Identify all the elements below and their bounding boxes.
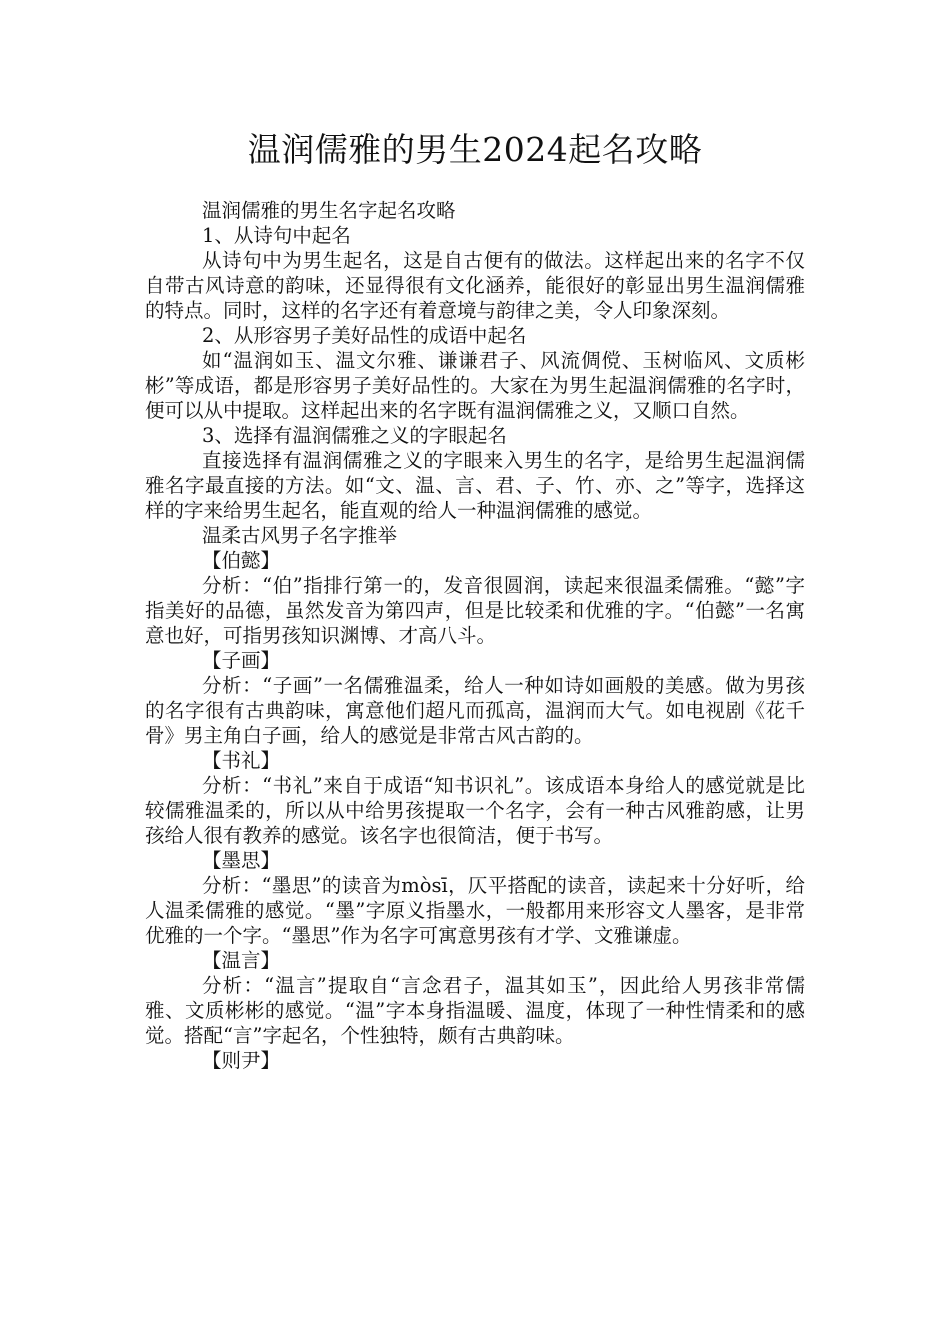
name-analysis-wenyan: 分析：“温言”提取自“言念君子，温其如玉”，因此给人男孩非常儒雅、文质彬彬的感觉。“温”字本身指温暖、温度，体现了一种性情柔和的感觉。搭配“言”字起名，个性独特，颇有古典韵味。	[145, 974, 805, 1047]
paragraph-characters: 直接选择有温润儒雅之义的字眼来入男生的名字，是给男生起温润儒雅名字最直接的方法。如“文、温、言、君、子、竹、亦、之”等字，选择这样的字来给男生起名，能直观的给人一种温润儒雅的感觉。	[145, 449, 805, 522]
section-heading-intro: 温润儒雅的男生名字起名攻略	[202, 199, 456, 222]
section-heading-names: 温柔古风男子名字推举	[202, 524, 398, 547]
section-heading-3: 3、选择有温润儒雅之义的字眼起名	[202, 424, 507, 447]
name-analysis-boyi: 分析：“伯”指排行第一的，发音很圆润，读起来很温柔儒雅。“懿”字指美好的品德，虽然发音为第四声，但是比较柔和优雅的字。“伯懿”一名寓意也好，可指男孩知识渊博、才高八斗。	[145, 574, 805, 647]
section-heading-2: 2、从形容男子美好品性的成语中起名	[202, 324, 527, 347]
page-title: 温润儒雅的男生2024起名攻略	[247, 130, 703, 169]
document-body	[145, 198, 805, 1073]
name-title-zeyin: 【则尹】	[202, 1049, 281, 1072]
name-title-mosi: 【墨思】	[202, 849, 281, 872]
paragraph-poetry: 从诗句中为男生起名，这是自古便有的做法。这样起出来的名字不仅自带古风诗意的韵味，还显得很有文化涵养，能很好的彰显出男生温润儒雅的特点。同时，这样的名字还有着意境与韵律之美，令人印象深刻。	[145, 249, 805, 322]
name-title-shuli: 【书礼】	[202, 749, 281, 772]
name-analysis-shuli: 分析：“书礼”来自于成语“知书识礼”。该成语本身给人的感觉就是比较儒雅温柔的，所以从中给男孩提取一个名字，会有一种古风雅韵感，让男孩给人很有教养的感觉。该名字也很简洁，便于书写。	[145, 774, 805, 847]
name-analysis-mosi: 分析：“墨思”的读音为mòsī，仄平搭配的读音，读起来十分好听，给人温柔儒雅的感觉。“墨”字原义指墨水，一般都用来形容文人墨客，是非常优雅的一个字。“墨思”作为名字可寓意男孩有才学、文雅谦虚。	[145, 874, 805, 947]
name-analysis-zihua: 分析：“子画”一名儒雅温柔，给人一种如诗如画般的美感。做为男孩的名字很有古典韵味，寓意他们超凡而孤高，温润而大气。如电视剧《花千骨》男主角白子画，给人的感觉是非常古风古韵的。	[145, 674, 805, 747]
name-title-zihua: 【子画】	[202, 649, 281, 672]
paragraph-idioms: 如“温润如玉、温文尔雅、谦谦君子、风流倜傥、玉树临风、文质彬彬”等成语，都是形容男子美好品性的。大家在为男生起温润儒雅的名字时，便可以从中提取。这样起出来的名字既有温润儒雅之义，又顺口自然。	[145, 349, 805, 422]
name-title-wenyan: 【温言】	[202, 949, 281, 972]
section-heading-1: 1、从诗句中起名	[202, 224, 351, 247]
name-title-boyi: 【伯懿】	[202, 549, 281, 572]
